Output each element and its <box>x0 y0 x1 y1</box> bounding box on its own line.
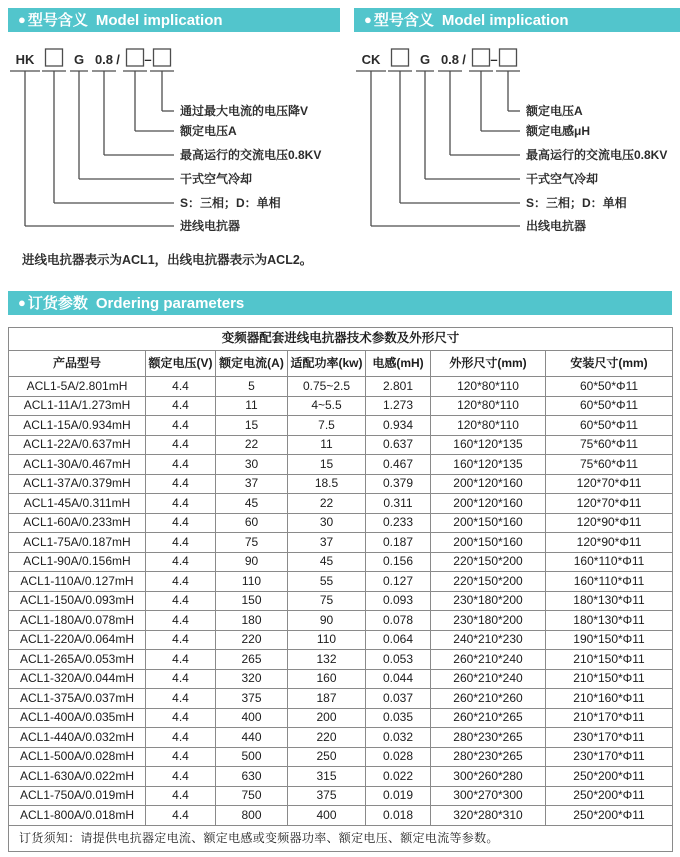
section-title-en: Model implication <box>441 12 569 29</box>
table-cell: ACL1-90A/0.156mH <box>9 552 146 572</box>
table-cell: 160 <box>288 669 366 689</box>
table-cell: 0.156 <box>366 552 431 572</box>
bullet-icon: ● <box>364 12 372 27</box>
code-segment-label: 干式空气冷却 <box>526 172 599 186</box>
table-cell: 11 <box>288 435 366 455</box>
table-cell: 4.4 <box>146 591 216 611</box>
table-cell: 0.018 <box>366 806 431 826</box>
table-cell: 4.4 <box>146 630 216 650</box>
table-cell: 4.4 <box>146 708 216 728</box>
table-row <box>9 435 673 455</box>
table-cell: 5 <box>216 377 288 397</box>
column-header-mounting-size: 安装尺寸(mm) <box>546 350 673 377</box>
table-cell: 75*60*Φ11 <box>546 455 673 475</box>
table-cell: 60*50*Φ11 <box>546 416 673 436</box>
table-cell: 45 <box>216 494 288 514</box>
model-code-box <box>127 49 144 66</box>
table-row <box>9 533 673 553</box>
table-cell: 1.273 <box>366 396 431 416</box>
code-segment-label: 进线电抗器 <box>180 219 241 233</box>
table-cell: 0.064 <box>366 630 431 650</box>
code-voltage: 0.8 <box>440 52 460 67</box>
table-cell: 4.4 <box>146 513 216 533</box>
table-cell: 90 <box>288 611 366 631</box>
section-title-cn: 型号含义 <box>373 12 434 29</box>
table-cell: ACL1-11A/1.273mH <box>9 396 146 416</box>
table-cell: 230*180*200 <box>431 591 546 611</box>
table-cell: ACL1-37A/0.379mH <box>9 474 146 494</box>
table-cell: ACL1-60A/0.233mH <box>9 513 146 533</box>
table-cell: 7.5 <box>288 416 366 436</box>
section-header-model-right <box>354 8 680 32</box>
table-cell: 500 <box>216 747 288 767</box>
table-cell: 160*110*Φ11 <box>546 572 673 592</box>
code-cooling: G <box>73 52 85 67</box>
section-header-ordering <box>8 291 672 315</box>
bullet-icon: ● <box>18 12 26 27</box>
table-cell: 0.379 <box>366 474 431 494</box>
table-cell: 60 <box>216 513 288 533</box>
code-segment-label: 干式空气冷却 <box>180 172 253 186</box>
table-cell: 220*150*200 <box>431 552 546 572</box>
table-cell: 240*210*230 <box>431 630 546 650</box>
table-note-row <box>9 825 673 852</box>
table-cell: 200 <box>288 708 366 728</box>
table-cell: 200*150*160 <box>431 513 546 533</box>
table-cell: 187 <box>288 689 366 709</box>
table-cell: ACL1-180A/0.078mH <box>9 611 146 631</box>
table-cell: 260*210*260 <box>431 689 546 709</box>
table-cell: 800 <box>216 806 288 826</box>
table-cell: 55 <box>288 572 366 592</box>
table-cell: 0.019 <box>366 786 431 806</box>
table-cell: 37 <box>288 533 366 553</box>
code-segment-label: S：三相；D：单相 <box>526 196 627 210</box>
table-row <box>9 416 673 436</box>
table-cell: 4.4 <box>146 474 216 494</box>
code-segment-label: 额定电压A <box>526 104 583 118</box>
table-cell: 120*70*Φ11 <box>546 494 673 514</box>
model-code-box <box>500 49 517 66</box>
model-code-diagram-inline-reactor <box>8 42 340 240</box>
table-header-row <box>9 350 673 377</box>
table-row <box>9 513 673 533</box>
table-cell: 160*120*135 <box>431 455 546 475</box>
table-cell: 320 <box>216 669 288 689</box>
table-cell: ACL1-400A/0.035mH <box>9 708 146 728</box>
ordering-note: 订货须知：请提供电抗器定电流、额定电感或变频器功率、额定电压、额定电流等参数。 <box>9 825 673 852</box>
table-cell: 180 <box>216 611 288 631</box>
table-row <box>9 591 673 611</box>
table-cell: 0.028 <box>366 747 431 767</box>
table-row <box>9 708 673 728</box>
model-code-box <box>392 49 409 66</box>
table-cell: ACL1-22A/0.637mH <box>9 435 146 455</box>
table-cell: 0.078 <box>366 611 431 631</box>
table-cell: 230*170*Φ11 <box>546 747 673 767</box>
code-dash: – <box>144 52 152 67</box>
table-cell: 11 <box>216 396 288 416</box>
table-cell: ACL1-375A/0.037mH <box>9 689 146 709</box>
ordering-parameters-table <box>8 327 673 852</box>
section-header-model-left <box>8 8 340 32</box>
model-implication-row <box>0 0 680 268</box>
table-cell: 4.4 <box>146 669 216 689</box>
table-cell: 15 <box>216 416 288 436</box>
model-code-box <box>154 49 171 66</box>
table-row <box>9 689 673 709</box>
table-cell: 4.4 <box>146 455 216 475</box>
model-note: 进线电抗器表示为ACL1，出线电抗器表示为ACL2。 <box>22 253 313 267</box>
table-cell: 0.093 <box>366 591 431 611</box>
table-cell: 250*200*Φ11 <box>546 786 673 806</box>
column-header-rated-current: 额定电流(A) <box>216 350 288 377</box>
table-cell: ACL1-30A/0.467mH <box>9 455 146 475</box>
table-cell: 18.5 <box>288 474 366 494</box>
table-cell: 200*120*160 <box>431 474 546 494</box>
code-segment-label: 额定电压A <box>180 124 237 138</box>
model-implication-right-section <box>354 8 680 268</box>
table-cell: 160*120*135 <box>431 435 546 455</box>
table-cell: ACL1-265A/0.053mH <box>9 650 146 670</box>
table-cell: 37 <box>216 474 288 494</box>
table-cell: ACL1-500A/0.028mH <box>9 747 146 767</box>
table-cell: ACL1-45A/0.311mH <box>9 494 146 514</box>
table-cell: 120*90*Φ11 <box>546 533 673 553</box>
table-cell: 30 <box>216 455 288 475</box>
table-row <box>9 474 673 494</box>
table-cell: ACL1-15A/0.934mH <box>9 416 146 436</box>
table-cell: 4~5.5 <box>288 396 366 416</box>
table-row <box>9 630 673 650</box>
code-segment-label: 出线电抗器 <box>526 219 587 233</box>
table-row <box>9 650 673 670</box>
table-row <box>9 806 673 826</box>
table-cell: ACL1-75A/0.187mH <box>9 533 146 553</box>
table-cell: 250 <box>288 747 366 767</box>
code-prefix: HK <box>15 52 35 67</box>
table-cell: 4.4 <box>146 377 216 397</box>
table-cell: 4.4 <box>146 552 216 572</box>
table-cell: 375 <box>216 689 288 709</box>
code-segment-label: 通过最大电流的电压降V <box>180 104 309 118</box>
table-row <box>9 747 673 767</box>
table-cell: 210*150*Φ11 <box>546 650 673 670</box>
table-cell: 0.032 <box>366 728 431 748</box>
table-row <box>9 669 673 689</box>
table-cell: 4.4 <box>146 396 216 416</box>
table-cell: 400 <box>216 708 288 728</box>
column-header-rated-voltage: 额定电压(V) <box>146 350 216 377</box>
section-title-en: Model implication <box>95 12 223 29</box>
table-cell: 4.4 <box>146 572 216 592</box>
table-cell: 22 <box>216 435 288 455</box>
table-cell: 280*230*265 <box>431 728 546 748</box>
code-cooling: G <box>419 52 431 67</box>
table-row <box>9 377 673 397</box>
table-cell: 265 <box>216 650 288 670</box>
section-title-cn: 订货参数 <box>27 295 88 312</box>
table-cell: 0.044 <box>366 669 431 689</box>
code-prefix: CK <box>361 52 381 67</box>
model-code-box <box>46 49 63 66</box>
table-cell: 280*230*265 <box>431 747 546 767</box>
table-cell: ACL1-110A/0.127mH <box>9 572 146 592</box>
table-cell: 132 <box>288 650 366 670</box>
table-cell: 120*80*110 <box>431 416 546 436</box>
table-cell: 4.4 <box>146 728 216 748</box>
table-cell: 630 <box>216 767 288 787</box>
table-cell: 2.801 <box>366 377 431 397</box>
table-cell: 180*130*Φ11 <box>546 611 673 631</box>
code-dash: – <box>490 52 498 67</box>
table-cell: 4.4 <box>146 786 216 806</box>
table-cell: 260*210*265 <box>431 708 546 728</box>
table-cell: 120*90*Φ11 <box>546 513 673 533</box>
table-cell: 120*70*Φ11 <box>546 474 673 494</box>
table-cell: 4.4 <box>146 533 216 553</box>
table-cell: 30 <box>288 513 366 533</box>
table-cell: 750 <box>216 786 288 806</box>
table-cell: 200*150*160 <box>431 533 546 553</box>
table-cell: 0.127 <box>366 572 431 592</box>
bullet-icon: ● <box>18 295 26 310</box>
table-cell: ACL1-150A/0.093mH <box>9 591 146 611</box>
table-cell: 300*260*280 <box>431 767 546 787</box>
table-cell: 22 <box>288 494 366 514</box>
table-cell: 0.233 <box>366 513 431 533</box>
table-cell: 400 <box>288 806 366 826</box>
table-cell: ACL1-220A/0.064mH <box>9 630 146 650</box>
table-row <box>9 786 673 806</box>
table-cell: 375 <box>288 786 366 806</box>
table-cell: 160*110*Φ11 <box>546 552 673 572</box>
table-row <box>9 611 673 631</box>
table-cell: 120*80*110 <box>431 377 546 397</box>
table-cell: ACL1-630A/0.022mH <box>9 767 146 787</box>
table-cell: 260*210*240 <box>431 650 546 670</box>
table-cell: 0.934 <box>366 416 431 436</box>
table-cell: 150 <box>216 591 288 611</box>
table-cell: 180*130*Φ11 <box>546 591 673 611</box>
table-cell: 60*50*Φ11 <box>546 377 673 397</box>
table-cell: 0.037 <box>366 689 431 709</box>
table-row <box>9 552 673 572</box>
table-cell: 0.035 <box>366 708 431 728</box>
code-voltage: 0.8 <box>94 52 114 67</box>
table-cell: 250*200*Φ11 <box>546 767 673 787</box>
table-title-row <box>9 328 673 351</box>
table-cell: 4.4 <box>146 689 216 709</box>
table-cell: 75 <box>216 533 288 553</box>
table-row <box>9 572 673 592</box>
table-cell: 120*80*110 <box>431 396 546 416</box>
table-cell: 60*50*Φ11 <box>546 396 673 416</box>
table-cell: 210*160*Φ11 <box>546 689 673 709</box>
table-row <box>9 494 673 514</box>
table-cell: 210*150*Φ11 <box>546 669 673 689</box>
table-cell: 220 <box>216 630 288 650</box>
table-cell: 230*180*200 <box>431 611 546 631</box>
table-cell: 4.4 <box>146 650 216 670</box>
table-cell: 4.4 <box>146 416 216 436</box>
table-cell: 220*150*200 <box>431 572 546 592</box>
table-cell: ACL1-440A/0.032mH <box>9 728 146 748</box>
table-cell: 260*210*240 <box>431 669 546 689</box>
table-cell: 4.4 <box>146 806 216 826</box>
table-cell: 75*60*Φ11 <box>546 435 673 455</box>
model-code-box <box>473 49 490 66</box>
table-row <box>9 396 673 416</box>
table-cell: 4.4 <box>146 435 216 455</box>
table-cell: 4.4 <box>146 747 216 767</box>
table-cell: 230*170*Φ11 <box>546 728 673 748</box>
table-cell: 4.4 <box>146 494 216 514</box>
table-cell: 315 <box>288 767 366 787</box>
code-segment-label: 额定电感μH <box>526 124 591 138</box>
table-cell: ACL1-800A/0.018mH <box>9 806 146 826</box>
table-cell: 15 <box>288 455 366 475</box>
table-cell: 0.311 <box>366 494 431 514</box>
column-header-matched-power: 适配功率(kw) <box>288 350 366 377</box>
table-cell: 110 <box>216 572 288 592</box>
table-cell: 75 <box>288 591 366 611</box>
code-slash: / <box>116 52 120 67</box>
table-cell: 440 <box>216 728 288 748</box>
table-cell: 0.637 <box>366 435 431 455</box>
table-row <box>9 455 673 475</box>
column-header-inductance: 电感(mH) <box>366 350 431 377</box>
table-cell: ACL1-5A/2.801mH <box>9 377 146 397</box>
table-cell: 320*280*310 <box>431 806 546 826</box>
table-row <box>9 728 673 748</box>
section-title-cn: 型号含义 <box>27 12 88 29</box>
table-cell: 0.187 <box>366 533 431 553</box>
code-segment-label: S：三相；D：单相 <box>180 196 281 210</box>
table-cell: 4.4 <box>146 611 216 631</box>
code-slash: / <box>462 52 466 67</box>
section-title-en: Ordering parameters <box>95 295 245 312</box>
table-cell: 90 <box>216 552 288 572</box>
table-cell: 0.053 <box>366 650 431 670</box>
table-cell: 190*150*Φ11 <box>546 630 673 650</box>
table-cell: ACL1-750A/0.019mH <box>9 786 146 806</box>
table-cell: 210*170*Φ11 <box>546 708 673 728</box>
table-row <box>9 767 673 787</box>
table-cell: 45 <box>288 552 366 572</box>
code-segment-label: 最高运行的交流电压0.8KV <box>526 148 668 162</box>
column-header-outline-size: 外形尺寸(mm) <box>431 350 546 377</box>
model-code-diagram-outline-reactor <box>354 42 680 240</box>
table-cell: ACL1-320A/0.044mH <box>9 669 146 689</box>
table-cell: 0.022 <box>366 767 431 787</box>
table-cell: 300*270*300 <box>431 786 546 806</box>
table-cell: 220 <box>288 728 366 748</box>
table-cell: 250*200*Φ11 <box>546 806 673 826</box>
table-cell: 110 <box>288 630 366 650</box>
table-cell: 0.467 <box>366 455 431 475</box>
table-title: 变频器配套进线电抗器技术参数及外形尺寸 <box>9 328 673 351</box>
column-header-model: 产品型号 <box>9 350 146 377</box>
model-implication-left-section <box>8 8 340 268</box>
table-cell: 200*120*160 <box>431 494 546 514</box>
table-cell: 4.4 <box>146 767 216 787</box>
code-segment-label: 最高运行的交流电压0.8KV <box>180 148 322 162</box>
table-cell: 0.75~2.5 <box>288 377 366 397</box>
